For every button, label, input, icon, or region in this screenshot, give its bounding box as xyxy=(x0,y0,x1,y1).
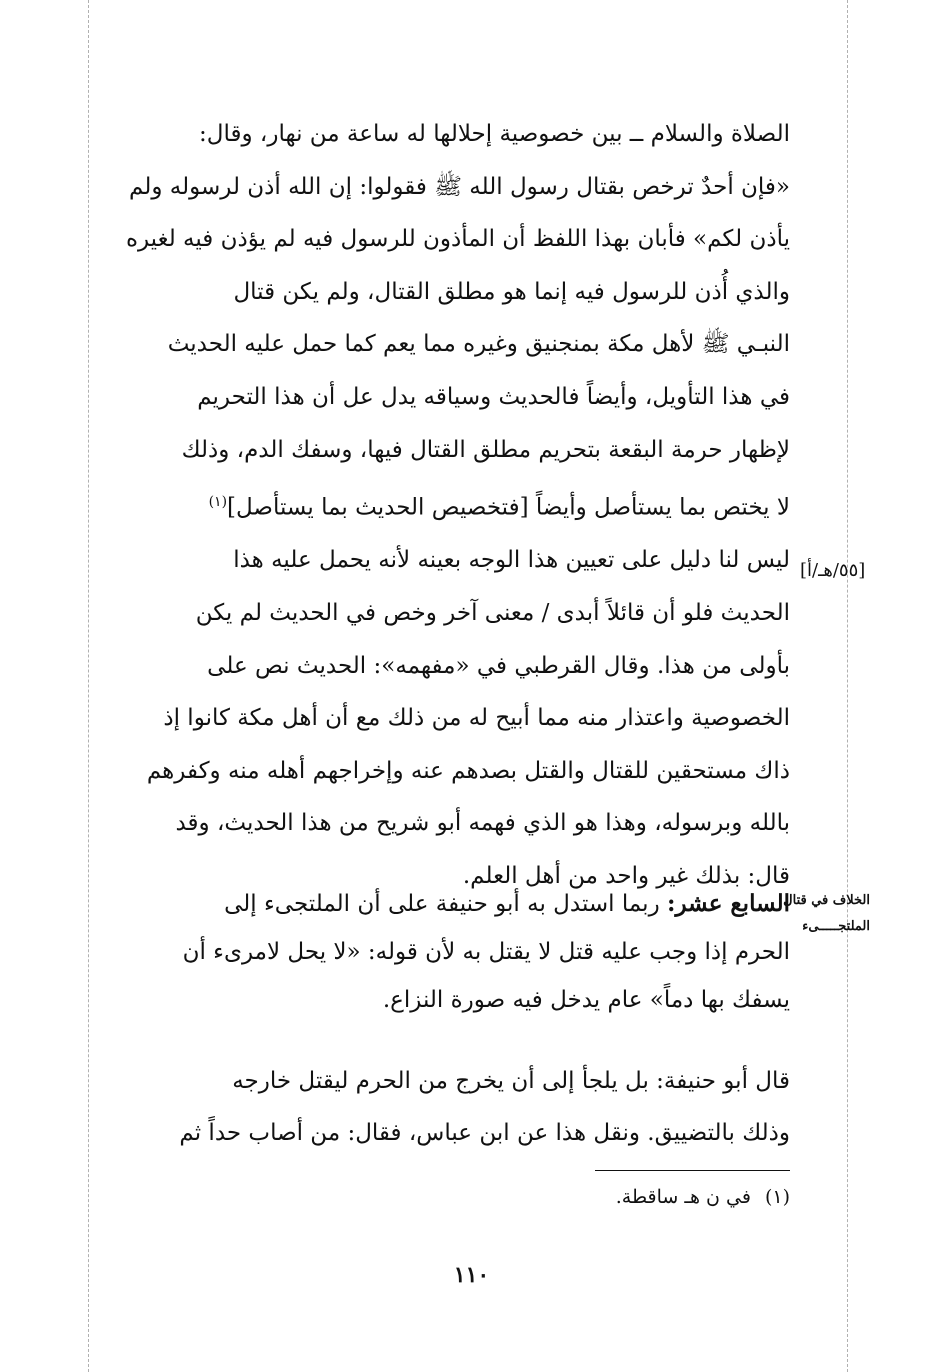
section-lead: السابع عشر: xyxy=(667,890,790,917)
text-line: ذاك مستحقين للقتال والقتل بصدهم عنه وإخراجهم أهله منه وكفرهم xyxy=(146,757,790,784)
text-line: لإظهار حرمة البقعة بتحريم مطلق القتال فيها، وسفك الدم، وذلك xyxy=(181,436,790,463)
folio-reference: [٥٥/هـ/أ] xyxy=(800,560,866,581)
footnote-marker: (١) xyxy=(208,494,228,511)
footnote-number: (١) xyxy=(764,1186,790,1208)
footnote xyxy=(500,1186,790,1208)
text-line: والذي أُذن للرسول فيه إنما هو مطلق القتال، ولم يكن قتال xyxy=(233,278,790,305)
page-edge-left xyxy=(88,0,89,1372)
text-line: بالله وبرسوله، وهذا هو الذي فهمه أبو شريح من هذا الحديث، وقد xyxy=(175,810,790,837)
text-line: قال: بذلك غير واحد من أهل العلم. xyxy=(462,862,790,889)
text-line: الصلاة والسلام ــ بين خصوصية إحلالها له ساعة من نهار، وقال: xyxy=(199,121,790,147)
footnote-text: في ن هـ ساقطة. xyxy=(615,1186,751,1208)
text-line: الخصوصية واعتذار منه مما أبيح له من ذلك مع أن أهل مكة كانوا إذ xyxy=(163,705,790,732)
text-segment: ربما استدل به أبو حنيفة على أن الملتجىء إلى xyxy=(224,891,667,917)
text-line: يأذن لكم» فأبان بهذا اللفظ أن المأذون للرسول فيه لم يؤذن فيه لغيره xyxy=(125,226,790,253)
page-edge-right xyxy=(847,0,848,1372)
side-heading-line: الملتجـــــىء xyxy=(802,919,870,934)
page-number: ١١٠ xyxy=(453,1262,490,1288)
text-line: النبـي ﷺ لأهل مكة بمنجنيق وغيره مما يعم كما حمل عليه الحديث xyxy=(167,331,790,358)
text-line-with-footnote xyxy=(100,476,790,534)
text-line: يسفك بها دماً» عام يدخل فيه صورة النزاع. xyxy=(382,987,790,1013)
paragraph-2 xyxy=(100,880,790,1024)
text-line: الحرم إذا وجب عليه قتل لا يقتل به لأن قوله: «لا يحل لامرىء أن xyxy=(182,939,790,965)
text-line xyxy=(100,880,790,928)
text-line: في هذا التأويل، وأيضاً فالحديث وسياقه يدل عل أن هذا التحريم xyxy=(197,383,790,410)
side-heading xyxy=(783,888,870,940)
text-line: الحديث فلو أن قائلاً أبدى / معنى آخر وخص في الحديث لم يكن xyxy=(195,600,790,626)
text-line: وذلك بالتضييق. ونقل هذا عن ابن عباس، فقال: من أصاب حداً ثم xyxy=(179,1120,790,1146)
footnote-divider xyxy=(595,1170,790,1171)
text-segment: لا يختص بما يستأصل وأيضاً [فتخصيص الحديث بما يستأصل] xyxy=(227,494,790,521)
side-heading-line: الخلاف في قتال xyxy=(783,893,870,908)
text-line: قال أبو حنيفة: بل يلجأ إلى أن يخرج من الحرم ليقتل خارجه xyxy=(232,1068,790,1094)
text-line: ليس لنا دليل على تعيين هذا الوجه بعينه لأنه يحمل عليه هذا xyxy=(233,547,790,574)
paragraph-1 xyxy=(100,108,790,903)
text-line: «فإن أحدٌ ترخص بقتال رسول الله ﷺ فقولوا: إن الله أذن لرسوله ولم xyxy=(129,173,790,200)
text-line: بأولى من هذا. وقال القرطبي في «مفهمه»: الحديث نص على xyxy=(207,652,790,679)
paragraph-3 xyxy=(100,1055,790,1159)
